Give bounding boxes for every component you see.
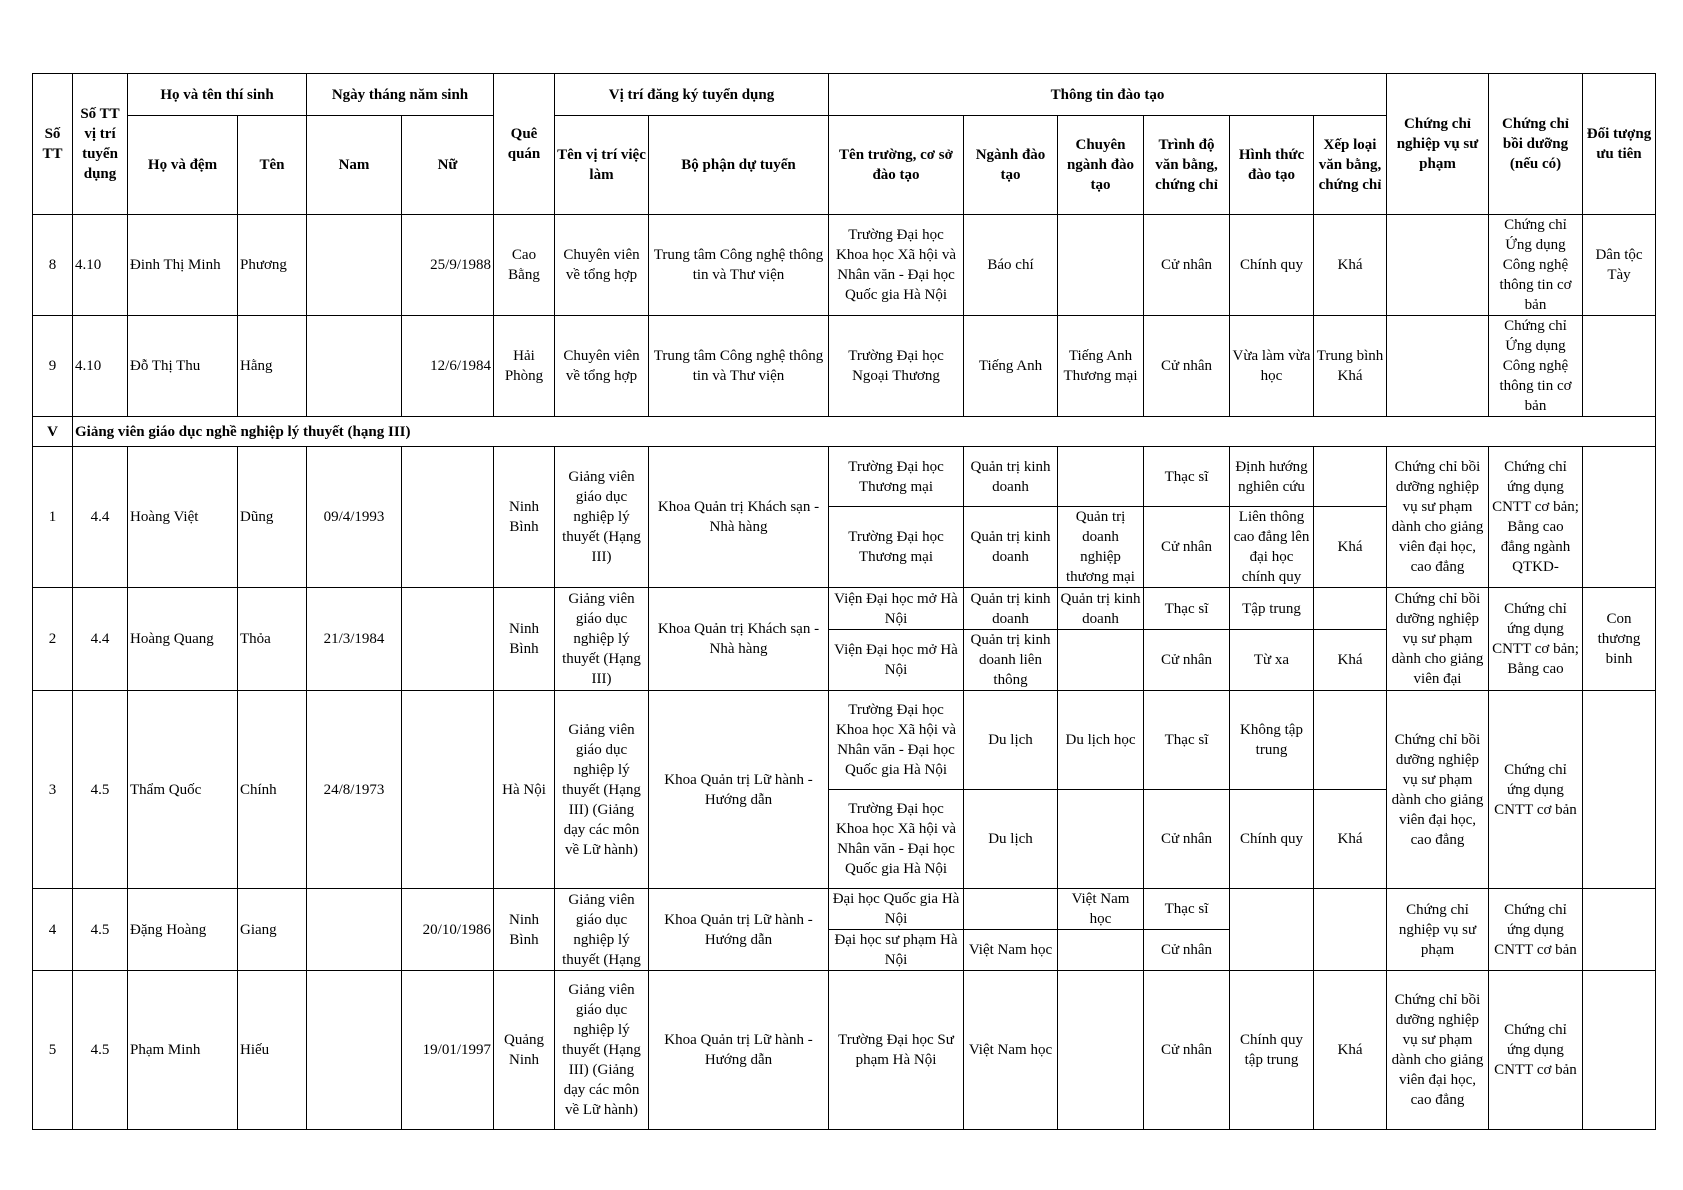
cell-vt: 4.5: [73, 971, 128, 1130]
cell-cc-boi-duong: Chứng chỉ ứng dụng CNTT cơ bản; Bằng cao: [1489, 588, 1583, 691]
col-truong: Tên trường, cơ sở đào tạo: [829, 116, 964, 215]
cell-cc-boi-duong: Chứng chỉ ứng dụng CNTT cơ bản; Bằng cao đẳng ngành QTKD-: [1489, 447, 1583, 588]
cell-bo-phan: Khoa Quản trị Lữ hành - Hướng dẫn: [649, 691, 829, 889]
col-nu: Nữ: [402, 116, 494, 215]
cell-nganh: Tiếng Anh: [964, 316, 1058, 417]
cell-nu: [402, 447, 494, 588]
cell-vi-tri: Chuyên viên về tổng hợp: [555, 215, 649, 316]
cell-stt: 8: [33, 215, 73, 316]
col-bo-phan: Bộ phận dự tuyển: [649, 116, 829, 215]
cell-ten: Giang: [238, 889, 307, 971]
cell-cc-boi-duong: Chứng chỉ ứng dụng CNTT cơ bản: [1489, 691, 1583, 889]
cell-nganh: Báo chí: [964, 215, 1058, 316]
cell-xep-loai: [1314, 588, 1387, 630]
col-ten: Tên: [238, 116, 307, 215]
cell-truong: Trường Đại học Khoa học Xã hội và Nhân văn - Đại học Quốc gia Hà Nội: [829, 215, 964, 316]
cell-vt: 4.10: [73, 316, 128, 417]
col-group-dao-tao: Thông tin đào tạo: [829, 74, 1387, 116]
cell-trinh-do: Thạc sĩ: [1144, 588, 1230, 630]
cell-chuyen-nganh: [1058, 630, 1144, 691]
cell-nu: 19/01/1997: [402, 971, 494, 1130]
cell-ho-dem: Hoàng Việt: [128, 447, 238, 588]
cell-chuyen-nganh: [1058, 971, 1144, 1130]
section-row: [33, 417, 1656, 447]
col-doi-tuong: Đối tượng ưu tiên: [1583, 74, 1656, 215]
cell-stt: 5: [33, 971, 73, 1130]
cell-chuyen-nganh: Tiếng Anh Thương mại: [1058, 316, 1144, 417]
cell-ho-dem: Đặng Hoàng: [128, 889, 238, 971]
table-row: [33, 691, 1656, 790]
cell-vt: 4.5: [73, 889, 128, 971]
cell-trinh-do: Cử nhân: [1144, 215, 1230, 316]
col-hinh-thuc: Hình thức đào tạo: [1230, 116, 1314, 215]
cell-hinh-thuc: Chính quy: [1230, 790, 1314, 889]
cell-nu: [402, 588, 494, 691]
cell-que-quan: Ninh Bình: [494, 889, 555, 971]
cell-nam: 24/8/1973: [307, 691, 402, 889]
cell-nu: 25/9/1988: [402, 215, 494, 316]
cell-stt: 4: [33, 889, 73, 971]
cell-stt: 3: [33, 691, 73, 889]
cell-nganh: [964, 889, 1058, 930]
cell-hinh-thuc: Từ xa: [1230, 630, 1314, 691]
cell-chuyen-nganh: Du lịch học: [1058, 691, 1144, 790]
cell-vt: 4.10: [73, 215, 128, 316]
cell-trinh-do: Thạc sĩ: [1144, 889, 1230, 930]
cell-cc-nghiep-vu: Chứng chỉ bồi dưỡng nghiệp vụ sư phạm dành cho giảng viên đại học, cao đẳng: [1387, 971, 1489, 1130]
cell-vt: 4.5: [73, 691, 128, 889]
cell-que-quan: Quảng Ninh: [494, 971, 555, 1130]
cell-que-quan: Ninh Bình: [494, 588, 555, 691]
cell-xep-loai: Khá: [1314, 215, 1387, 316]
cell-cc-nghiep-vu: [1387, 316, 1489, 417]
cell-truong: Trường Đại học Thương mại: [829, 447, 964, 507]
cell-chuyen-nganh: [1058, 930, 1144, 971]
cell-hinh-thuc: Tập trung: [1230, 588, 1314, 630]
cell-ten: Thỏa: [238, 588, 307, 691]
cell-truong: Đại học Quốc gia Hà Nội: [829, 889, 964, 930]
cell-doi-tuong: [1583, 691, 1656, 889]
cell-ten: Dũng: [238, 447, 307, 588]
section-roman: V: [33, 417, 73, 447]
cell-hinh-thuc: Vừa làm vừa học: [1230, 316, 1314, 417]
cell-trinh-do: Cử nhân: [1144, 971, 1230, 1130]
cell-xep-loai: Trung bình Khá: [1314, 316, 1387, 417]
cell-ten: Hiếu: [238, 971, 307, 1130]
cell-nganh: Quản trị kinh doanh: [964, 507, 1058, 588]
cell-chuyen-nganh: Quản trị doanh nghiệp thương mại: [1058, 507, 1144, 588]
cell-vi-tri: Giảng viên giáo dục nghiệp lý thuyết (Hạng III): [555, 588, 649, 691]
cell-nam: [307, 889, 402, 971]
cell-vi-tri: Giảng viên giáo dục nghiệp lý thuyết (Hạng: [555, 889, 649, 971]
cell-xep-loai: [1314, 447, 1387, 507]
cell-xep-loai: Khá: [1314, 507, 1387, 588]
header-row-1: [33, 74, 1656, 116]
cell-cc-boi-duong: Chứng chỉ ứng dụng CNTT cơ bản: [1489, 889, 1583, 971]
cell-cc-nghiep-vu: Chứng chỉ bồi dưỡng nghiệp vụ sư phạm dành cho giảng viên đại học, cao đẳng: [1387, 447, 1489, 588]
cell-nam: [307, 316, 402, 417]
col-chuyen-nganh: Chuyên ngành đào tạo: [1058, 116, 1144, 215]
cell-cc-nghiep-vu: [1387, 215, 1489, 316]
cell-truong: Viện Đại học mở Hà Nội: [829, 630, 964, 691]
cell-ten: Phương: [238, 215, 307, 316]
cell-ho-dem: Thẩm Quốc: [128, 691, 238, 889]
cell-vt: 4.4: [73, 588, 128, 691]
cell-doi-tuong: Dân tộc Tày: [1583, 215, 1656, 316]
cell-nganh: Quản trị kinh doanh: [964, 447, 1058, 507]
cell-vi-tri: Giảng viên giáo dục nghiệp lý thuyết (Hạng III) (Giảng dạy các môn về Lữ hành): [555, 971, 649, 1130]
cell-xep-loai: Khá: [1314, 971, 1387, 1130]
cell-trinh-do: Cử nhân: [1144, 790, 1230, 889]
cell-nu: 20/10/1986: [402, 889, 494, 971]
cell-trinh-do: Cử nhân: [1144, 507, 1230, 588]
col-nam: Nam: [307, 116, 402, 215]
cell-cc-boi-duong: Chứng chỉ Ứng dụng Công nghệ thông tin cơ bản: [1489, 215, 1583, 316]
cell-bo-phan: Khoa Quản trị Khách sạn - Nhà hàng: [649, 588, 829, 691]
cell-nu: [402, 691, 494, 889]
cell-ho-dem: Đinh Thị Minh: [128, 215, 238, 316]
col-nganh: Ngành đào tạo: [964, 116, 1058, 215]
cell-doi-tuong: Con thương binh: [1583, 588, 1656, 691]
cell-ten: Hằng: [238, 316, 307, 417]
cell-cc-boi-duong: Chứng chỉ ứng dụng CNTT cơ bản: [1489, 971, 1583, 1130]
col-group-ho-ten: Họ và tên thí sinh: [128, 74, 307, 116]
cell-trinh-do: Cử nhân: [1144, 630, 1230, 691]
cell-bo-phan: Trung tâm Công nghệ thông tin và Thư viện: [649, 316, 829, 417]
cell-stt: 1: [33, 447, 73, 588]
cell-ten: Chính: [238, 691, 307, 889]
cell-nganh: Việt Nam học: [964, 971, 1058, 1130]
cell-hinh-thuc: Liên thông cao đẳng lên đại học chính quy: [1230, 507, 1314, 588]
cell-truong: Trường Đại học Thương mại: [829, 507, 964, 588]
cell-doi-tuong: [1583, 889, 1656, 971]
cell-bo-phan: Khoa Quản trị Khách sạn - Nhà hàng: [649, 447, 829, 588]
cell-xep-loai: [1314, 889, 1387, 971]
col-group-ngay-sinh: Ngày tháng năm sinh: [307, 74, 494, 116]
cell-nganh: Du lịch: [964, 691, 1058, 790]
cell-cc-nghiep-vu: Chứng chỉ bồi dưỡng nghiệp vụ sư phạm dành cho giảng viên đại: [1387, 588, 1489, 691]
cell-truong: Trường Đại học Ngoại Thương: [829, 316, 964, 417]
cell-vi-tri: Giảng viên giáo dục nghiệp lý thuyết (Hạng III): [555, 447, 649, 588]
cell-hinh-thuc: Không tập trung: [1230, 691, 1314, 790]
cell-que-quan: Hải Phòng: [494, 316, 555, 417]
cell-vi-tri: Giảng viên giáo dục nghiệp lý thuyết (Hạng III) (Giảng dạy các môn về Lữ hành): [555, 691, 649, 889]
cell-chuyen-nganh: Việt Nam học: [1058, 889, 1144, 930]
cell-hinh-thuc: Định hướng nghiên cứu: [1230, 447, 1314, 507]
cell-trinh-do: Thạc sĩ: [1144, 691, 1230, 790]
cell-trinh-do: Cử nhân: [1144, 930, 1230, 971]
cell-nu: 12/6/1984: [402, 316, 494, 417]
cell-nam: 09/4/1993: [307, 447, 402, 588]
cell-stt: 9: [33, 316, 73, 417]
cell-chuyen-nganh: [1058, 215, 1144, 316]
cell-cc-nghiep-vu: Chứng chỉ bồi dưỡng nghiệp vụ sư phạm dành cho giảng viên đại học, cao đẳng: [1387, 691, 1489, 889]
candidate-table: [32, 73, 1656, 1130]
cell-doi-tuong: [1583, 447, 1656, 588]
cell-ho-dem: Đỗ Thị Thu: [128, 316, 238, 417]
cell-ho-dem: Hoàng Quang: [128, 588, 238, 691]
cell-xep-loai: Khá: [1314, 630, 1387, 691]
cell-nganh: Việt Nam học: [964, 930, 1058, 971]
cell-doi-tuong: [1583, 971, 1656, 1130]
cell-vi-tri: Chuyên viên về tổng hợp: [555, 316, 649, 417]
col-group-vi-tri: Vị trí đăng ký tuyển dụng: [555, 74, 829, 116]
cell-bo-phan: Khoa Quản trị Lữ hành - Hướng dẫn: [649, 889, 829, 971]
col-cc-boi-duong: Chứng chỉ bồi dưỡng (nếu có): [1489, 74, 1583, 215]
cell-que-quan: Cao Bằng: [494, 215, 555, 316]
cell-trinh-do: Thạc sĩ: [1144, 447, 1230, 507]
cell-nam: [307, 971, 402, 1130]
table-row: [33, 971, 1656, 1130]
cell-truong: Trường Đại học Khoa học Xã hội và Nhân văn - Đại học Quốc gia Hà Nội: [829, 790, 964, 889]
cell-chuyen-nganh: Quản trị kinh doanh: [1058, 588, 1144, 630]
cell-nam: [307, 215, 402, 316]
cell-xep-loai: [1314, 691, 1387, 790]
cell-hinh-thuc: Chính quy: [1230, 215, 1314, 316]
cell-chuyen-nganh: [1058, 790, 1144, 889]
cell-truong: Trường Đại học Sư phạm Hà Nội: [829, 971, 964, 1130]
cell-stt: 2: [33, 588, 73, 691]
cell-truong: Đại học sư phạm Hà Nội: [829, 930, 964, 971]
col-so-tt: Số TT: [33, 74, 73, 215]
col-que-quan: Quê quán: [494, 74, 555, 215]
cell-cc-boi-duong: Chứng chỉ Ứng dụng Công nghệ thông tin cơ bản: [1489, 316, 1583, 417]
table-row: [33, 447, 1656, 507]
section-title: Giảng viên giáo dục nghề nghiệp lý thuyết (hạng III): [73, 417, 1656, 447]
cell-truong: Viện Đại học mở Hà Nội: [829, 588, 964, 630]
cell-chuyen-nganh: [1058, 447, 1144, 507]
col-ten-vi-tri: Tên vị trí việc làm: [555, 116, 649, 215]
cell-cc-nghiep-vu: Chứng chỉ nghiệp vụ sư phạm: [1387, 889, 1489, 971]
cell-xep-loai: Khá: [1314, 790, 1387, 889]
cell-que-quan: Ninh Bình: [494, 447, 555, 588]
cell-vt: 4.4: [73, 447, 128, 588]
table-row: [33, 889, 1656, 930]
cell-bo-phan: Trung tâm Công nghệ thông tin và Thư viện: [649, 215, 829, 316]
cell-ho-dem: Phạm Minh: [128, 971, 238, 1130]
table-row: [33, 316, 1656, 417]
cell-que-quan: Hà Nội: [494, 691, 555, 889]
col-cc-nghiep-vu: Chứng chỉ nghiệp vụ sư phạm: [1387, 74, 1489, 215]
cell-nganh: Quản trị kinh doanh: [964, 588, 1058, 630]
cell-doi-tuong: [1583, 316, 1656, 417]
cell-hinh-thuc: Chính quy tập trung: [1230, 971, 1314, 1130]
cell-nganh: Du lịch: [964, 790, 1058, 889]
cell-truong: Trường Đại học Khoa học Xã hội và Nhân văn - Đại học Quốc gia Hà Nội: [829, 691, 964, 790]
cell-hinh-thuc: [1230, 889, 1314, 971]
table-row: [33, 215, 1656, 316]
cell-nam: 21/3/1984: [307, 588, 402, 691]
col-xep-loai: Xếp loại văn bằng, chứng chỉ: [1314, 116, 1387, 215]
cell-trinh-do: Cử nhân: [1144, 316, 1230, 417]
col-so-tt-vi-tri: Số TT vị trí tuyển dụng: [73, 74, 128, 215]
cell-nganh: Quản trị kinh doanh liên thông: [964, 630, 1058, 691]
col-ho-dem: Họ và đệm: [128, 116, 238, 215]
cell-bo-phan: Khoa Quản trị Lữ hành - Hướng dẫn: [649, 971, 829, 1130]
col-trinh-do: Trình độ văn bằng, chứng chỉ: [1144, 116, 1230, 215]
table-row: [33, 588, 1656, 630]
